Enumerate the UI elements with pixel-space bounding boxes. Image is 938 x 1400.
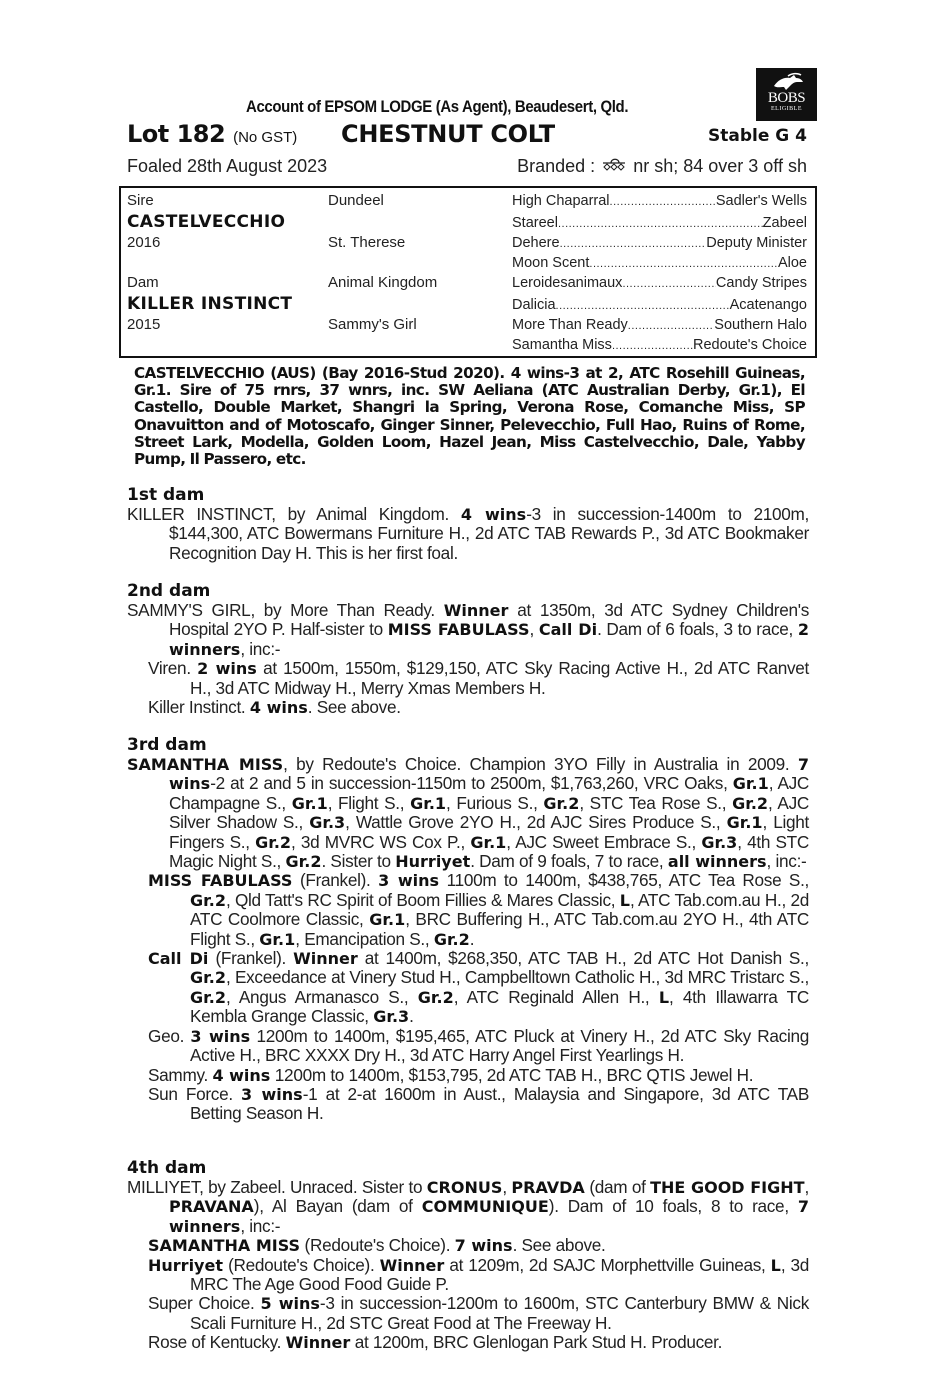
body-text: at 1200m, BRC Glenlogan Park Stud H. Producer. bbox=[350, 1332, 723, 1353]
body-text: . Sister to bbox=[321, 851, 396, 872]
body-text: , Exceedance at Vinery Stud H., Campbelltown Catholic H., 3d MRC Tristarc S., bbox=[225, 967, 809, 988]
third-dam-section bbox=[127, 736, 809, 1124]
badge-line2: ELIGIBLE bbox=[771, 106, 802, 112]
sire-year: 2016 bbox=[127, 234, 161, 251]
second-dam-section bbox=[127, 582, 809, 717]
progeny-entry bbox=[127, 1333, 809, 1352]
body-text: . bbox=[469, 928, 475, 949]
great-grandparent-row: Dalicia ..... Acatenango bbox=[512, 295, 807, 316]
vendor-account: Account of EPSOM LODGE (As Agent), Beaudesert, Qld. bbox=[246, 97, 629, 116]
lot-number bbox=[127, 120, 297, 148]
emphasis-text: Gr.3 bbox=[373, 1007, 410, 1027]
emphasis-text: Gr.3 bbox=[309, 813, 346, 833]
body-text: , ATC Tab.com.au H., 2d ATC Coolmore Classic, bbox=[190, 889, 809, 930]
body-text: (Redoute's Choice). bbox=[222, 1254, 380, 1275]
dam-paragraph bbox=[127, 1178, 809, 1236]
body-text: -3 in succession-1200m to 1600m, STC Canterbury BMW & Nick Scali Furniture H., 2d STC Great Food at The Freeway H. bbox=[190, 1293, 809, 1333]
progeny-entry bbox=[127, 698, 809, 717]
body-text: Sun Force. bbox=[148, 1083, 242, 1104]
body-text: (Redoute's Choice). bbox=[300, 1235, 455, 1256]
pedigree-table bbox=[119, 186, 817, 358]
body-text: 1200m to 1400m, $195,465, ATC Pluck at Vinery H., 2d ATC Sky Racing Active H., BRC XXXX Dry H., 3d ATC Harry Angel First Yearlings H. bbox=[190, 1025, 809, 1066]
lot-label: Lot 182 bbox=[127, 120, 226, 148]
emphasis-text: 3 wins bbox=[378, 871, 440, 891]
brand-mark-icon bbox=[601, 156, 627, 174]
emphasis-text: PRAVANA bbox=[169, 1197, 254, 1217]
emphasis-text: MISS FABULASS bbox=[148, 871, 293, 891]
body-text: Viren. bbox=[148, 658, 198, 679]
gst-note: (No GST) bbox=[233, 129, 298, 146]
emphasis-text: Gr.1 bbox=[726, 813, 763, 833]
dam-name: KILLER INSTINCT bbox=[127, 294, 293, 314]
great-grandparent-row: Samantha Miss ..... Redoute's Choice bbox=[512, 335, 807, 356]
sire-label: Sire bbox=[127, 192, 154, 209]
emphasis-text: Call Di bbox=[538, 620, 598, 640]
body-text: , Light Fingers S., bbox=[169, 812, 809, 852]
body-text: , bbox=[529, 619, 539, 640]
body-text: , AJC Silver Shadow S., bbox=[169, 792, 809, 833]
body-text: at 1350m, 3d ATC Sydney Children's Hospital 2YO P. Half-sister to bbox=[169, 600, 809, 640]
body-text: . bbox=[409, 1006, 414, 1027]
emphasis-text: Hurriyet bbox=[148, 1255, 223, 1275]
section-heading: 2nd dam bbox=[127, 581, 211, 601]
emphasis-text: CRONUS bbox=[426, 1178, 503, 1197]
fourth-dam-section bbox=[127, 1159, 809, 1353]
body-text: Sammy. bbox=[148, 1064, 213, 1085]
body-text: , STC Tea Rose S., bbox=[579, 792, 733, 813]
emphasis-text: Gr.1 bbox=[259, 929, 296, 949]
body-text: , 3d MRC The Age Good Food Guide P. bbox=[190, 1254, 810, 1295]
granddam-maternal: Sammy's Girl bbox=[328, 316, 417, 333]
body-text: Rose of Kentucky. bbox=[148, 1332, 286, 1353]
emphasis-text: Gr.2 bbox=[190, 890, 226, 910]
body-text: SAMMY'S GIRL, by More Than Ready. bbox=[127, 600, 444, 620]
great-grandparent-row: Dehere ..... Deputy Minister bbox=[512, 233, 807, 254]
body-text: ), Al Bayan (dam of bbox=[253, 1196, 422, 1217]
great-grandparent-row: Stareel ..... Zabeel bbox=[512, 213, 807, 234]
branded-text: nr sh; 84 over 3 off sh bbox=[633, 156, 807, 176]
body-text: , Qld Tatt's RC Spirit of Boom Fillies & Mares Classic, bbox=[225, 889, 620, 910]
body-text: , Wattle Grove 2YO H., 2d AJC Sires Produce S., bbox=[345, 812, 727, 833]
emphasis-text: 2 wins bbox=[197, 659, 257, 679]
progeny-entry bbox=[127, 1066, 809, 1085]
sire-name: CASTELVECCHIO bbox=[127, 212, 286, 232]
branded-info bbox=[517, 156, 807, 177]
emphasis-text: Gr.3 bbox=[701, 832, 738, 852]
dam-year: 2015 bbox=[127, 316, 161, 333]
emphasis-text: L bbox=[770, 1255, 781, 1275]
horse-head-icon bbox=[770, 72, 804, 92]
body-text: (Frankel). bbox=[208, 948, 294, 969]
body-text: , 4th Illawarra TC Kembla Grange Classic, bbox=[190, 986, 809, 1027]
emphasis-text: Gr.2 bbox=[255, 832, 292, 852]
emphasis-text: Gr.1 bbox=[732, 774, 769, 794]
lot-title: CHESTNUT COLT bbox=[341, 120, 555, 148]
body-text: KILLER INSTINCT, by Animal Kingdom. bbox=[127, 504, 461, 524]
body-text: (dam of bbox=[584, 1177, 651, 1197]
body-text: , ATC Reginald Allen H., bbox=[453, 986, 659, 1007]
badge-line1: BOBS bbox=[767, 90, 806, 106]
emphasis-text: Gr.2 bbox=[285, 852, 322, 872]
body-text: , bbox=[502, 1177, 512, 1197]
emphasis-text: Gr.2 bbox=[417, 987, 454, 1007]
body-text: , Flight S., bbox=[327, 792, 411, 813]
emphasis-text: L bbox=[658, 987, 670, 1007]
body-text: , inc:- bbox=[240, 638, 281, 659]
body-text: (Frankel). bbox=[292, 870, 379, 891]
lot-row bbox=[127, 120, 807, 152]
granddam-paternal: St. Therese bbox=[328, 234, 406, 251]
grandsire-maternal: Animal Kingdom bbox=[328, 274, 438, 291]
body-text: , 4th STC Magic Night S., bbox=[169, 831, 809, 872]
emphasis-text: Winner bbox=[285, 1333, 351, 1353]
dam-paragraph bbox=[127, 755, 809, 871]
body-text: 1100m to 1400m, $438,765, ATC Tea Rose S., bbox=[439, 870, 810, 891]
body-text: , Emancipation S., bbox=[295, 928, 434, 949]
body-text: Geo. bbox=[148, 1025, 191, 1046]
body-text: , AJC Champagne S., bbox=[169, 773, 810, 813]
emphasis-text: 5 wins bbox=[260, 1294, 320, 1314]
emphasis-text: all winners bbox=[667, 852, 767, 872]
dam-paragraph bbox=[127, 601, 809, 659]
emphasis-text: 7 wins bbox=[169, 755, 810, 794]
emphasis-text: Gr.1 bbox=[410, 793, 447, 813]
grandsire-paternal: Dundeel bbox=[328, 192, 384, 209]
great-grandparent-row: More Than Ready ..... Southern Halo bbox=[512, 315, 807, 336]
body-text: , Furious S., bbox=[446, 792, 544, 813]
progeny-entry bbox=[127, 1236, 809, 1255]
emphasis-text: COMMUNIQUE bbox=[421, 1197, 549, 1217]
progeny-entry bbox=[127, 1256, 809, 1295]
body-text: at 1500m, 1550m, $129,150, ATC Sky Racing Active H., 2d ATC Ranvet H., 3d ATC Midway H., Merry Xmas Members H. bbox=[190, 658, 809, 698]
body-text: Super Choice. bbox=[148, 1293, 261, 1314]
emphasis-text: Winner bbox=[293, 949, 358, 969]
section-heading: 4th dam bbox=[127, 1158, 207, 1178]
section-heading: 3rd dam bbox=[127, 735, 207, 755]
emphasis-text: PRAVDA bbox=[511, 1178, 585, 1197]
great-grandparent-row: Moon Scent ..... Aloe bbox=[512, 253, 807, 274]
body-text: , AJC Sweet Embrace S., bbox=[506, 831, 702, 852]
body-text: Killer Instinct. bbox=[148, 697, 250, 718]
body-text: , inc:- bbox=[240, 1215, 281, 1236]
emphasis-text: 4 wins bbox=[249, 698, 308, 718]
body-text: -3 in succession-1400m to 2100m, $144,300, ATC Bowermans Furniture H., 2d ATC TAB Rewards P., 3d ATC Bookmaker Recognition Day H. This is her first foal. bbox=[169, 504, 810, 563]
emphasis-text: Gr.2 bbox=[543, 793, 580, 813]
body-text: 1200m to 1400m, $153,795, 2d ATC TAB H., BRC QTIS Jewel H. bbox=[270, 1064, 754, 1085]
body-text: MILLIYET, by Zabeel. Unraced. Sister to bbox=[127, 1177, 427, 1197]
emphasis-text: Hurriyet bbox=[395, 852, 471, 872]
stable-location: Stable G 4 bbox=[708, 126, 807, 146]
emphasis-text: Gr.1 bbox=[291, 793, 328, 813]
emphasis-text: SAMANTHA MISS bbox=[148, 1236, 301, 1256]
body-text: at 1209m, 2d SAJC Morphettville Guineas, bbox=[444, 1254, 771, 1275]
emphasis-text: Winner bbox=[379, 1255, 445, 1275]
emphasis-text: Gr.2 bbox=[190, 968, 226, 988]
progeny-entry bbox=[127, 1294, 809, 1333]
emphasis-text: 3 wins bbox=[241, 1084, 303, 1104]
body-text: ). Dam of 10 foals, 8 to race, bbox=[548, 1196, 798, 1217]
emphasis-text: Gr.2 bbox=[732, 793, 769, 813]
branded-label: Branded : bbox=[517, 156, 596, 176]
progeny-entry bbox=[127, 949, 809, 1027]
body-text: , bbox=[804, 1177, 810, 1197]
first-dam-section bbox=[127, 486, 809, 563]
body-text: , 3d MVRC WS Cox P., bbox=[291, 831, 471, 852]
section-heading: 1st dam bbox=[127, 485, 205, 505]
emphasis-text: 4 wins bbox=[212, 1065, 271, 1085]
body-text: . Dam of 6 foals, 3 to race, bbox=[597, 619, 798, 640]
emphasis-text: Gr.2 bbox=[190, 987, 226, 1007]
body-text: , BRC Buffering H., ATC Tab.com.au 2YO H., 4th ATC Flight S., bbox=[190, 909, 809, 949]
progeny-entry bbox=[127, 1085, 809, 1124]
emphasis-text: 4 wins bbox=[460, 505, 527, 524]
body-text: . See above. bbox=[512, 1235, 606, 1256]
emphasis-text: L bbox=[619, 890, 630, 910]
emphasis-text: 2 winners bbox=[169, 620, 810, 659]
foaled-date: Foaled 28th August 2023 bbox=[127, 156, 328, 176]
emphasis-text: 3 wins bbox=[190, 1026, 251, 1046]
emphasis-text: Call Di bbox=[148, 949, 209, 969]
emphasis-text: Gr.1 bbox=[369, 910, 406, 930]
body-text: . Dam of 9 foals, 7 to race, bbox=[470, 851, 668, 872]
emphasis-text: Gr.2 bbox=[433, 929, 470, 949]
great-grandparent-row: High Chaparral ..... Sadler's Wells bbox=[512, 191, 807, 212]
dam-label: Dam bbox=[127, 274, 159, 291]
emphasis-text: 7 winners bbox=[169, 1197, 810, 1236]
body-text: , by Redoute's Choice. Champion 3YO Filly in Australia in 2009. bbox=[283, 754, 798, 774]
emphasis-text: MISS FABULASS bbox=[387, 620, 530, 640]
emphasis-text: Winner bbox=[443, 601, 509, 620]
body-text: , inc:- bbox=[766, 851, 807, 872]
dam-paragraph bbox=[127, 505, 809, 563]
emphasis-text: Gr.1 bbox=[470, 832, 507, 852]
emphasis-text: THE GOOD FIGHT bbox=[650, 1178, 805, 1197]
emphasis-text: 7 wins bbox=[454, 1236, 513, 1256]
sire-summary: CASTELVECCHIO (AUS) (Bay 2016-Stud 2020). 4 wins-3 at 2, ATC Rosehill Guineas, Gr.1. Sire of 75 rnrs, 37 wnrs, inc. SW Aeliana (ATC Australian Derby, Gr.1), El Castello, Double Market, Shangri la Spring, Verona Rose, Comanche Miss, SP Onavuitton and of Motoscafo, Ginger Sinner, Pelevecchio, Full Hao, Ruins of Rome, Street Lark, Modella, Golden Loom, Hazel Jean, Miss Castelvecchio, Dale, Yabby Pump, Il Passero, etc. bbox=[134, 364, 805, 469]
progeny-entry bbox=[127, 871, 809, 949]
progeny-entry bbox=[127, 1027, 809, 1066]
progeny-entry bbox=[127, 659, 809, 698]
body-text: at 1400m, $268,350, ATC TAB H., 2d ATC Hot Danish S., bbox=[357, 948, 809, 969]
body-text: , Angus Armanasco S., bbox=[225, 986, 418, 1007]
great-grandparent-row: Leroidesanimaux ..... Candy Stripes bbox=[512, 273, 807, 294]
body-text: . See above. bbox=[307, 697, 401, 718]
emphasis-text: SAMANTHA MISS bbox=[127, 755, 284, 774]
bobs-eligible-badge bbox=[756, 68, 817, 121]
body-text: -2 at 2 and 5 in succession-1150m to 2500m, $1,763,260, VRC Oaks, bbox=[210, 773, 733, 794]
body-text: -1 at 2-at 1600m in Aust., Malaysia and Singapore, 3d ATC TAB Betting Season H. bbox=[190, 1083, 810, 1124]
